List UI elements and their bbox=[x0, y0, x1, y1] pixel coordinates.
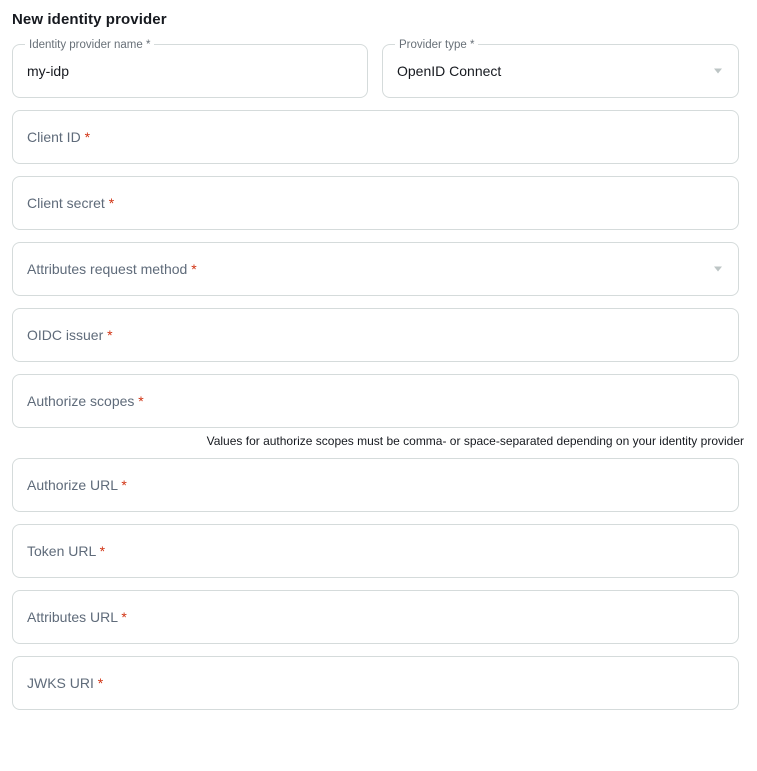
authorize-url-label: Authorize URL * bbox=[27, 477, 127, 493]
identity-provider-name-input[interactable] bbox=[12, 39, 368, 98]
authorize-url-input[interactable] bbox=[12, 458, 739, 512]
client-secret-field bbox=[12, 176, 739, 230]
token-url-field bbox=[12, 524, 739, 578]
attributes-url-field bbox=[12, 590, 739, 644]
token-url-input[interactable] bbox=[12, 524, 739, 578]
authorize-scopes-field bbox=[12, 374, 739, 428]
provider-type-label: Provider type * bbox=[395, 38, 478, 52]
attributes-url-input[interactable] bbox=[12, 590, 739, 644]
oidc-issuer-label: OIDC issuer * bbox=[27, 327, 113, 343]
client-secret-input[interactable] bbox=[12, 176, 739, 230]
provider-type-select[interactable] bbox=[382, 39, 739, 98]
client-id-label: Client ID * bbox=[27, 129, 91, 145]
identity-provider-name-field bbox=[12, 39, 368, 98]
authorize-scopes-label: Authorize scopes * bbox=[27, 393, 144, 409]
chevron-down-icon[interactable] bbox=[714, 69, 722, 74]
identity-provider-name-label: Identity provider name * bbox=[25, 38, 154, 52]
page-title: New identity provider bbox=[12, 11, 167, 28]
name-and-type-row bbox=[12, 39, 745, 110]
identity-provider-form bbox=[0, 39, 757, 710]
jwks-uri-label: JWKS URI * bbox=[27, 675, 104, 691]
chevron-down-icon[interactable] bbox=[714, 267, 722, 272]
oidc-issuer-field bbox=[12, 308, 739, 362]
attributes-url-label: Attributes URL * bbox=[27, 609, 127, 625]
authorize-scopes-input[interactable] bbox=[12, 374, 739, 428]
authorize-url-field bbox=[12, 458, 739, 512]
client-id-input[interactable] bbox=[12, 110, 739, 164]
authorize-scopes-hint: Values for authorize scopes must be comma- or space-separated depending on your identity provider bbox=[206, 434, 744, 448]
oidc-issuer-input[interactable] bbox=[12, 308, 739, 362]
attributes-request-method-select[interactable] bbox=[12, 242, 739, 296]
attributes-request-method-label: Attributes request method * bbox=[27, 261, 197, 277]
client-secret-label: Client secret * bbox=[27, 195, 115, 211]
token-url-label: Token URL * bbox=[27, 543, 106, 559]
client-id-field bbox=[12, 110, 739, 164]
jwks-uri-field bbox=[12, 656, 739, 710]
attributes-request-method-field bbox=[12, 242, 739, 296]
provider-type-field bbox=[382, 39, 739, 98]
new-identity-provider-page bbox=[0, 11, 757, 771]
provider-type-value: OpenID Connect bbox=[397, 63, 502, 79]
jwks-uri-input[interactable] bbox=[12, 656, 739, 710]
identity-provider-name-value: my-idp bbox=[27, 63, 70, 79]
